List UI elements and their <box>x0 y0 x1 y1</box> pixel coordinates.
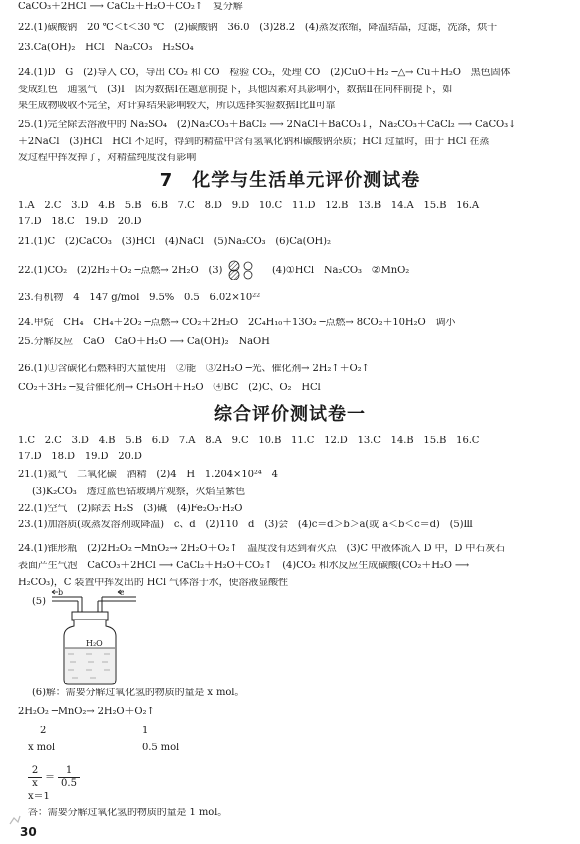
answer-line: 23.有机物 4 147 g/mol 9.5% 0.5 6.02×10²² <box>18 293 260 303</box>
corner-decoration-icon <box>8 812 22 826</box>
answer-line: CO₂＋3H₂ ─复合催化剂→ CH₃OH＋H₂O ④BC (2)C、O₂ HCl <box>18 383 321 393</box>
diagram-label-water: H₂O <box>86 639 103 648</box>
fraction-denominator: 0.5 <box>61 778 77 789</box>
answer-line: 17.D 18.C 19.D 20.D <box>18 217 142 227</box>
answer-line: 22.(1)碳酸钠 20 ℃＜t＜30 ℃ (2)碳酸钠 36.0 (3)28.2 (4)蒸发浓缩，降温结晶，过滤，洗涤，烘干 <box>18 23 497 33</box>
ratio-value: 0.5 mol <box>142 743 180 753</box>
page-number: 30 <box>20 825 37 839</box>
answer-line: x＝1 <box>28 792 50 802</box>
answer-line: 变成红色 通氢气 (3)Ⅰ 因为数据Ⅰ在题意前提下，其他因素对其影响小，数据Ⅱ在同样前提下，如 <box>18 85 453 95</box>
answer-line: 答：需要分解过氧化氢的物质的量是 1 mol。 <box>28 808 228 818</box>
answer-line: 24.(1)D G (2)导入 CO，导出 CO₂ 和 CO 检验 CO₂，处理 CO (2)CuO＋H₂ ─△→ Cu＋H₂O 黑色固体 <box>18 68 511 78</box>
answer-line: CaCO₃＋2HCl ⟶ CaCl₂＋H₂O＋CO₂↑ 复分解 <box>18 2 243 12</box>
ratio-value: 2 <box>40 726 47 736</box>
ratio-value: x mol <box>28 743 56 753</box>
answer-line: (6)解：需要分解过氧化氢的物质的量是 x mol。 <box>32 688 245 698</box>
answer-line: 23.(1)加溶质(或蒸发溶剂或降温) c、d (2)110 d (3)会 (4)c＝d＞b＞a(或 a＜b＜c＝d) (5)Ⅲ <box>18 520 473 530</box>
ratio-value: 1 <box>142 726 149 736</box>
answer-line: ＋2NaCl (3)HCl HCl 不足时，得到的精盐中含有氢氧化钠和碳酸钠杂质；HCl 过量时，由于 HCl 在蒸 <box>18 137 490 147</box>
answer-line: H₂CO₃)，C 装置中挥发出的 HCl 气体溶于水，使溶液显酸性 <box>18 578 288 588</box>
diagram-label-b: b <box>58 588 64 597</box>
answer-line: (5) <box>32 597 46 607</box>
answer-line: 17.D 18.D 19.D 20.D <box>18 452 142 462</box>
answer-line: 22.(1)空气 (2)除去 H₂S (3)碱 (4)Fe₂O₃·H₂O <box>18 504 243 514</box>
fraction-numerator: 1 <box>65 765 73 776</box>
answer-line: 25.分解反应 CaO CaO＋H₂O ⟶ Ca(OH)₂ NaOH <box>18 337 270 347</box>
molecule-diagram-icon <box>228 260 264 280</box>
answer-line: 26.(1)①含碳化石燃料的大量使用 ②能 ③2H₂O ─光、催化剂→ 2H₂↑＋O₂↑ <box>18 364 370 374</box>
answer-line: 21.(1)氮气 二氧化碳 酒精 (2)4 H 1.204×10²⁴ 4 <box>18 470 278 480</box>
answer-line: 24.甲烷 CH₄ CH₄＋2O₂ ─点燃→ CO₂＋2H₂O 2C₄H₁₀＋13O₂ ─点燃→ 8CO₂＋10H₂O 调小 <box>18 318 456 328</box>
answer-line: 表面产生气泡 CaCO₃＋2HCl ⟶ CaCl₂＋H₂O＋CO₂↑ (4)CO₂ 和水反应生成碳酸(CO₂＋H₂O ⟶ <box>18 561 470 571</box>
gas-bottle-diagram <box>48 588 158 688</box>
answer-line: 发过程中挥发掉了，对精盐纯度没有影响 <box>18 153 197 163</box>
answer-line: 25.(1)完全除去溶液中的 Na₂SO₄ (2)Na₂CO₃＋BaCl₂ ⟶ 2NaCl＋BaCO₃↓，Na₂CO₃＋CaCl₂ ⟶ CaCO₃↓ <box>18 120 517 130</box>
answer-line: 22.(1)CO₂ (2)2H₂＋O₂ ─点燃→ 2H₂O (3) <box>18 266 223 276</box>
answer-line: (4)①HCl Na₂CO₃ ②MnO₂ <box>272 266 410 276</box>
answer-line: 1.A 2.C 3.D 4.B 5.B 6.B 7.C 8.D 9.D 10.C 11.D 12.B 13.B 14.A 15.B 16.A <box>18 201 479 211</box>
answer-line: 23.Ca(OH)₂ HCl Na₂CO₃ H₂SO₄ <box>18 43 194 53</box>
answer-line: 2H₂O₂ ─MnO₂→ 2H₂O＋O₂↑ <box>18 707 155 717</box>
section-title: 7 化学与生活单元评价测试卷 <box>159 170 421 191</box>
answer-line: (3)K₂CO₃ 透过蓝色钴玻璃片观察，火焰呈紫色 <box>32 487 246 497</box>
answer-line: 1.C 2.C 3.D 4.B 5.B 6.D 7.A 8.A 9.C 10.B 11.C 12.D 13.C 14.B 15.B 16.C <box>18 436 480 446</box>
answer-line: 果生成物吸收不完全，对计算结果影响较大，所以选择实验数据Ⅰ比Ⅱ可靠 <box>18 101 336 111</box>
diagram-label-c: c <box>120 588 125 597</box>
answer-line: 24.(1)锥形瓶 (2)2H₂O₂ ─MnO₂→ 2H₂O＋O₂↑ 温度没有达到着火点 (3)C 中液体流入 D 中，D 中石灰石 <box>18 544 506 554</box>
answer-line: 21.(1)C (2)CaCO₃ (3)HCl (4)NaCl (5)Na₂CO₃ (6)Ca(OH)₂ <box>18 237 331 247</box>
fraction-numerator: 2 <box>31 765 39 776</box>
proportion-equation: 2 x ＝ 1 0.5 <box>28 766 80 789</box>
fraction-denominator: x <box>32 778 38 789</box>
section-title: 综合评价测试卷一 <box>214 404 366 425</box>
